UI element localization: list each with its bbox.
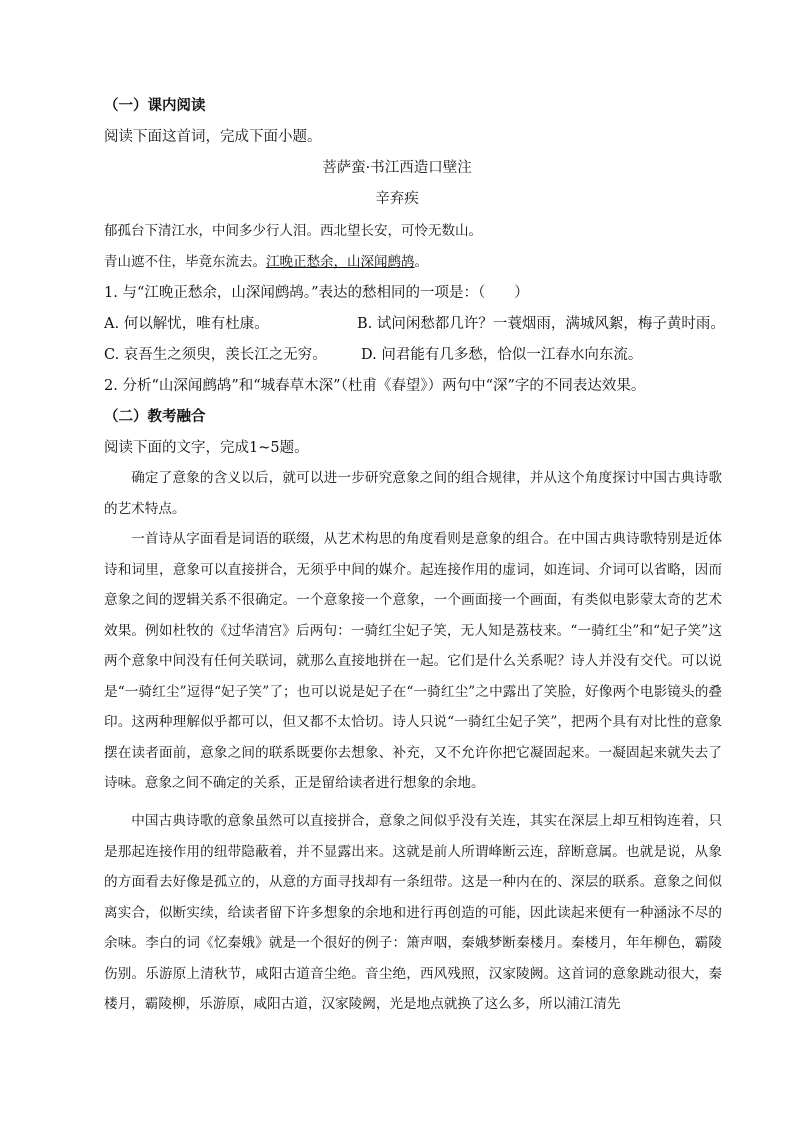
question-2-stem: 2. 分析“山深闻鹧鸪”和“城春草木深”（杜甫《春望》）两句中“深”字的不同表达效果。 xyxy=(104,378,646,394)
question-1-stem: 1. 与“江晚正愁余，山深闻鹧鸪。”表达的愁相同的一项是：（ ） xyxy=(104,285,529,301)
question-1-option-d: D. 问君能有几多愁，恰似一江春水向东流。 xyxy=(361,347,643,363)
poem-title: 菩萨蛮·书江西造口壁注 xyxy=(322,160,472,176)
question-1-option-b: B. 试问闲愁都几许？一蓑烟雨，满城风絮，梅子黄时雨。 xyxy=(357,316,725,332)
passage-paragraph-1: 确定了意象的含义以后，就可以进一步研究意象之间的组合规律，并从这个角度探讨中国古典诗歌的艺术特点。 xyxy=(104,470,722,517)
poem-author: 辛弃疾 xyxy=(375,191,419,207)
poem-underlined-phrase: 江晚正愁余，山深闻鹧鸪 xyxy=(266,254,415,270)
poem-line-1: 郁孤台下清江水，中间多少行人泪。西北望长安，可怜无数山。 xyxy=(104,223,482,239)
section1-instruction: 阅读下面这首词，完成下面小题。 xyxy=(104,129,322,145)
passage-paragraph-3: 中国古典诗歌的意象虽然可以直接拼合，意象之间似乎没有关连，其实在深层上却互相钩连着，只是那起连接作用的纽带隐蔽着，并不显露出来。这就是前人所谓峰断云连，辞断意属。也就是说，从象的方面看去好像是孤立的，从意的方面寻找却有一条纽带。这是一种内在的、深层的联系。意象之间似离实合，似断实续，给读者留下许多想象的余地和进行再创造的可能，因此读起来便有一种涵泳不尽的余味。李白的词《忆秦娥》就是一个很好的例子：箫声咽，秦娥梦断秦楼月。秦楼月，年年柳色，霸陵伤别。乐游原上清秋节，咸阳古道音尘绝。音尘绝，西风残照，汉家陵阙。这首词的意象跳动很大，秦楼月，霸陵柳，乐游原，咸阳古道，汉家陵阙，光是地点就换了这么多，所以浦江清先 xyxy=(104,813,722,1012)
passage-paragraph-2: 一首诗从字面看是词语的联缀，从艺术构思的角度看则是意象的组合。在中国古典诗歌特别是近体诗和词里，意象可以直接拼合，无须乎中间的媒介。起连接作用的虚词，如连词、介词可以省略，因而意象之间的逻辑关系不很确定。一个意象接一个意象，一个画面接一个画面，有类似电影蒙太奇的艺术效果。例如杜牧的《过华清宫》后两句：一骑红尘妃子笑，无人知是荔枝来。“一骑红尘”和“妃子笑”这两个意象中间没有任何关联词，就那么直接地拼在一起。它们是什么关系呢？诗人并没有交代。可以说是“一骑红尘”逗得“妃子笑”了；也可以说是妃子在“一骑红尘”之中露出了笑脸，好像两个电影镜头的叠印。这两种理解似乎都可以，但又都不太恰切。诗人只说“一骑红尘妃子笑”，把两个具有对比性的意象摆在读者面前，意象之间的联系既要你去想象、补充，又不允许你把它凝固起来。一凝固起来就失去了诗味。意象之间不确定的关系，正是留给读者进行想象的余地。 xyxy=(104,531,722,791)
poem-line-2-part-a: 青山遮不住，毕竟东流去。 xyxy=(104,254,266,270)
section1-heading: （一）课内阅读 xyxy=(104,97,206,114)
poem-line-2 xyxy=(104,252,428,272)
question-1-option-c: C. 哀吾生之须臾，羡长江之无穷。 xyxy=(104,347,327,363)
question-1-option-a: A. 何以解忧，唯有杜康。 xyxy=(104,316,269,332)
section2-instruction: 阅读下面的文字，完成1~5题。 xyxy=(104,440,309,456)
poem-line-2-part-c: 。 xyxy=(414,254,428,270)
section2-heading: （二）教考融合 xyxy=(104,408,206,425)
